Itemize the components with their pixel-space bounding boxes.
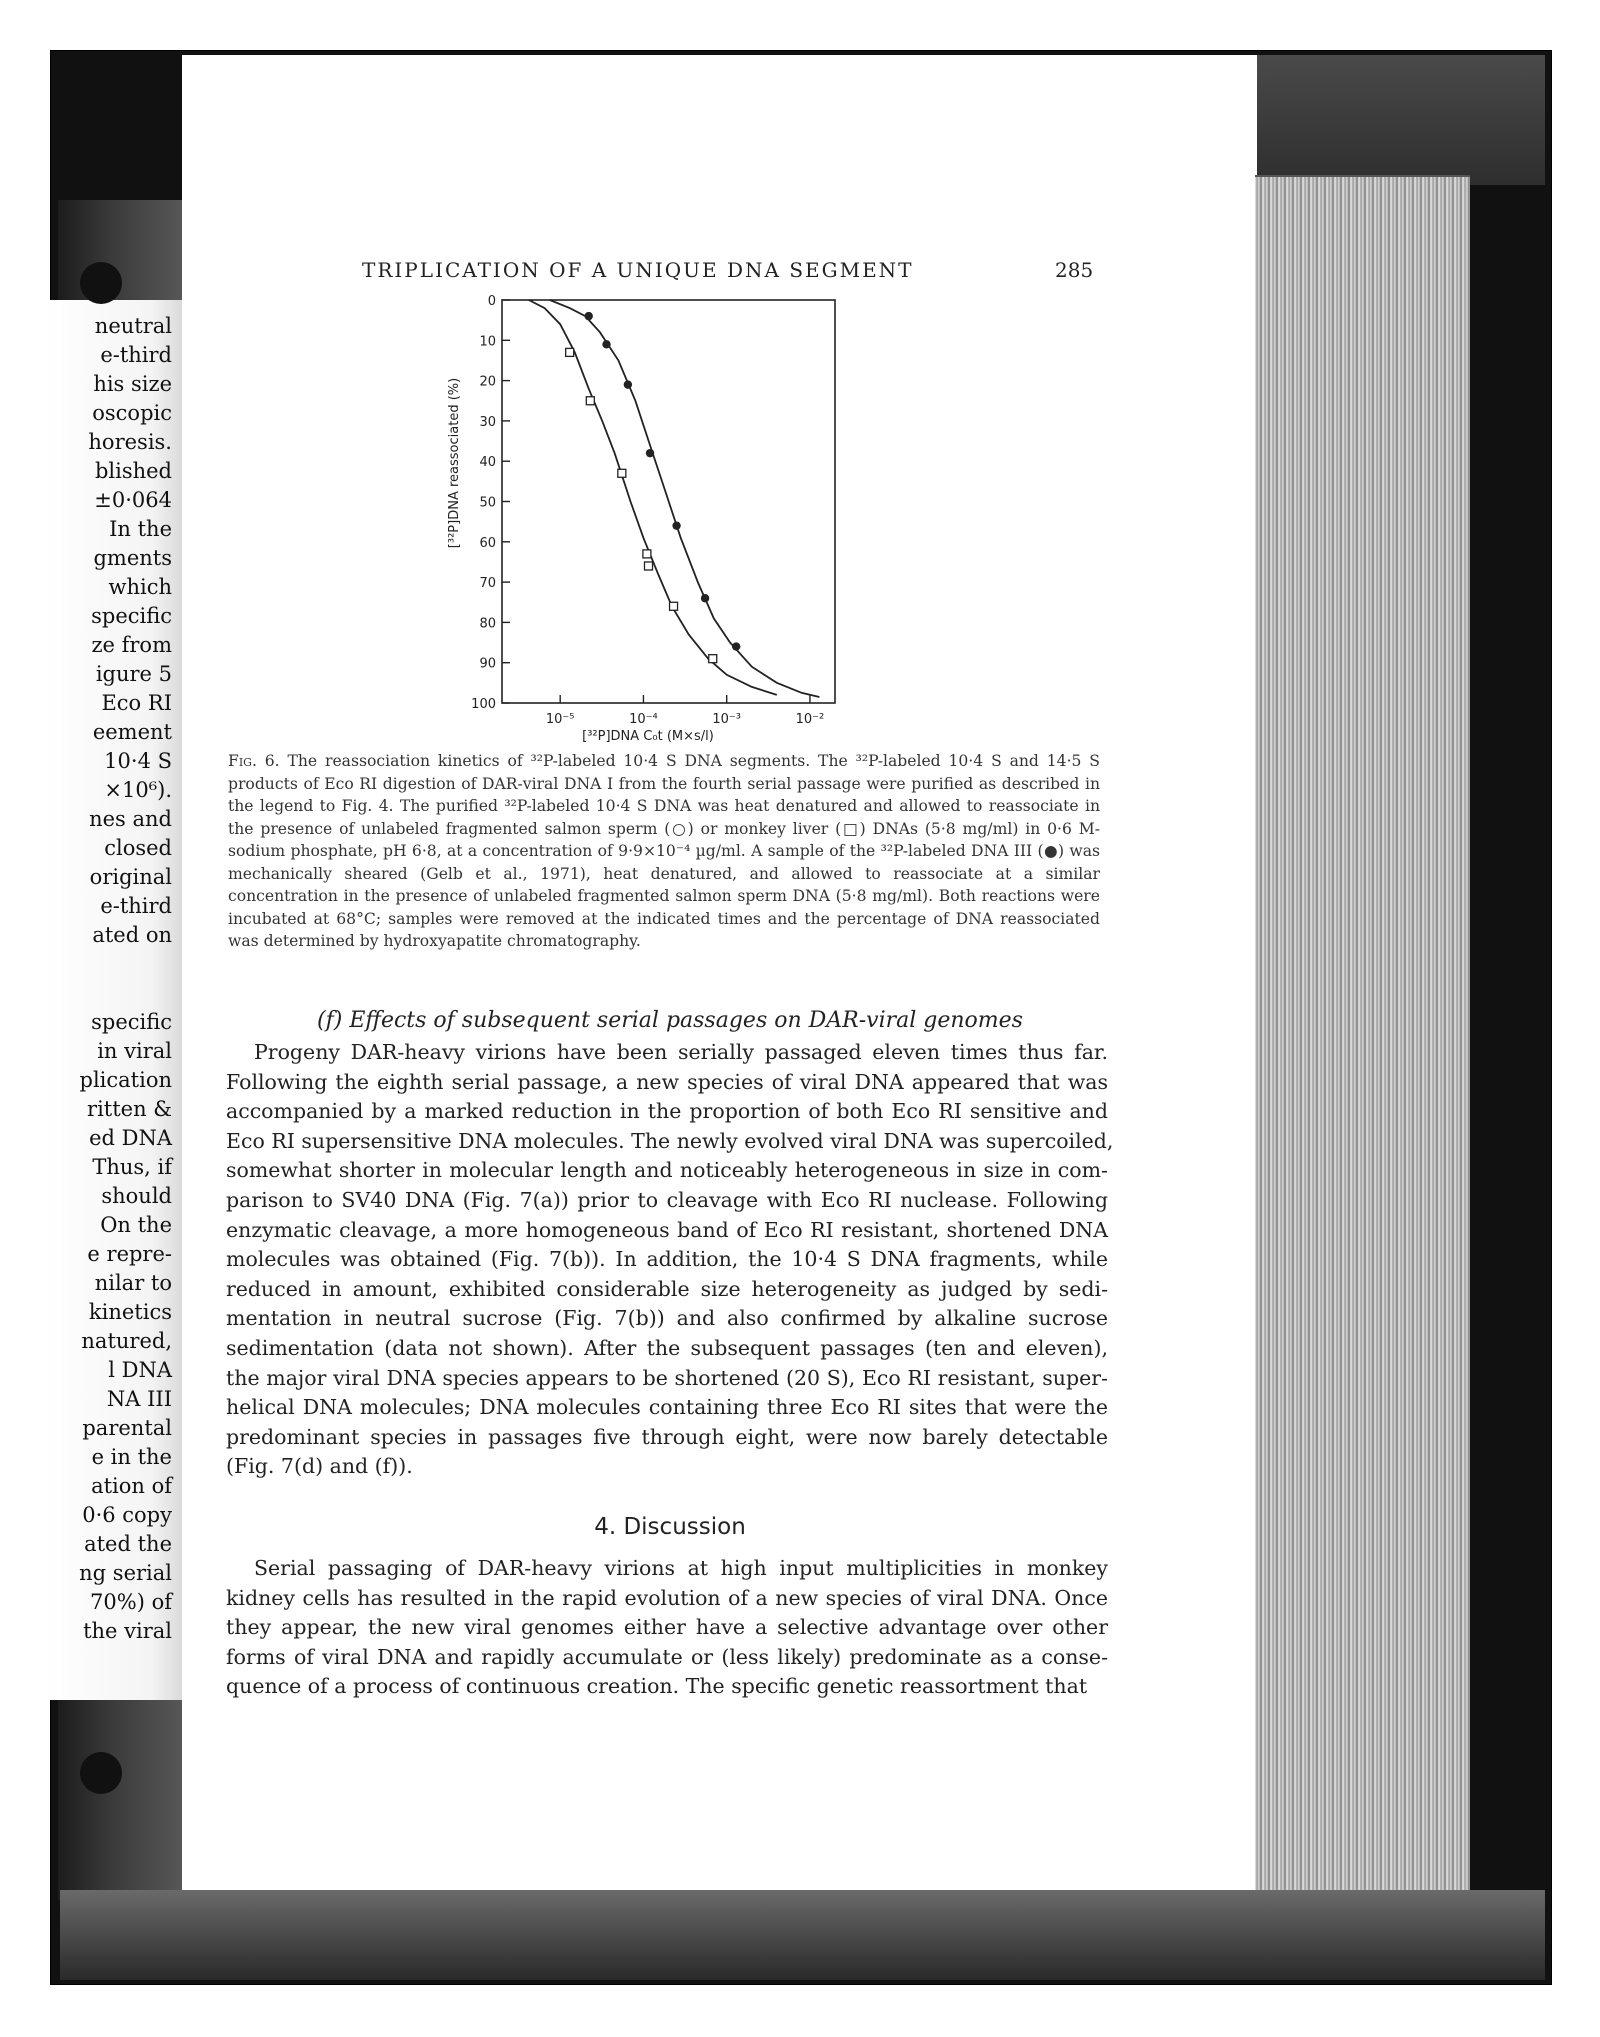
section-f-line: reduced in amount, exhibited considerable size heterogeneity as judged by sedi- — [226, 1276, 1108, 1301]
previous-page-fragment: oscopic — [92, 401, 172, 425]
previous-page-fragment: e-third — [100, 894, 172, 918]
previous-page-strip — [46, 300, 196, 1700]
previous-page-fragment: In the — [109, 517, 172, 541]
section-f-line: (Fig. 7(d) and (f)). — [226, 1454, 413, 1479]
y-tick-label: 70 — [479, 576, 496, 592]
series-2-point — [672, 521, 680, 529]
y-tick-label: 30 — [479, 414, 496, 430]
previous-page-fragment: ed DNA — [89, 1126, 172, 1150]
previous-page-fragment: ritten & — [87, 1097, 172, 1121]
section-f-line: predominant species in passages five through eight, were now barely detectable — [226, 1424, 1108, 1449]
y-tick-label: 20 — [479, 374, 496, 390]
previous-page-fragment: ±0·064 — [94, 488, 172, 512]
punch-hole-top — [80, 262, 122, 304]
section-f-line: Eco RI supersensitive DNA molecules. The newly evolved viral DNA was supercoiled, — [226, 1128, 1114, 1153]
section-f-line: sedimentation (data not shown). After the subsequent passages (ten and eleven), — [226, 1336, 1108, 1360]
page-edges — [1255, 175, 1470, 1897]
previous-page-fragment: igure 5 — [95, 662, 172, 686]
page-number: 285 — [1055, 258, 1094, 282]
discussion-line: Serial passaging of DAR-heavy virions at high input multiplicities in monkey — [254, 1556, 1108, 1580]
series-1-point — [566, 348, 574, 356]
previous-page-fragment: specific — [91, 1010, 172, 1034]
running-head: TRIPLICATION OF A UNIQUE DNA SEGMENT — [362, 258, 914, 282]
section-f-line: somewhat shorter in molecular length and noticeably heterogeneous in size in com- — [226, 1158, 1108, 1183]
previous-page-fragment: e repre- — [87, 1242, 172, 1266]
previous-page-fragment: parental — [82, 1416, 172, 1440]
previous-page-fragment: nes and — [89, 807, 172, 831]
previous-page-fragment: ze from — [91, 633, 172, 657]
series-2-line — [550, 300, 820, 697]
y-tick-label: 10 — [479, 334, 496, 350]
x-tick-label: 10⁻³ — [712, 712, 742, 727]
figure-caption — [228, 750, 1100, 953]
previous-page-fragment: NA III — [106, 1387, 172, 1411]
y-axis-label: [³²P]DNA reassociated (%) — [447, 377, 462, 549]
discussion-heading: 4. Discussion — [594, 1514, 746, 1540]
series-2-point — [624, 380, 632, 388]
punch-hole-bottom — [80, 1752, 122, 1794]
previous-page-fragment: 0·6 copy — [82, 1503, 172, 1527]
x-tick-label: 10⁻⁵ — [545, 712, 575, 727]
y-tick-label: 60 — [479, 535, 496, 551]
y-tick-label: 0 — [487, 294, 496, 309]
y-tick-label: 50 — [479, 495, 496, 511]
x-tick-label: 10⁻² — [795, 712, 825, 727]
section-f-line: accompanied by a marked reduction in the proportion of both Eco RI sensitive and — [226, 1099, 1108, 1124]
previous-page-fragment: Thus, if — [92, 1155, 172, 1179]
y-tick-label: 80 — [479, 616, 496, 632]
series-1-point — [643, 550, 651, 558]
previous-page-fragment: horesis. — [88, 430, 172, 454]
section-f-line: Progeny DAR-heavy virions have been serially passaged eleven times thus far. — [254, 1040, 1108, 1064]
section-f-line: parison to SV40 DNA (Fig. 7(a)) prior to cleavage with Eco RI nuclease. Following — [226, 1188, 1108, 1212]
previous-page-fragment: e in the — [91, 1445, 172, 1469]
series-2-point — [732, 642, 740, 650]
previous-page-fragment: which — [108, 575, 172, 599]
previous-page-fragment: ×10⁶). — [104, 778, 172, 802]
series-2-point — [701, 594, 709, 602]
series-1-line — [529, 300, 777, 695]
previous-page-fragment: ation of — [91, 1474, 172, 1498]
previous-page-fragment: plication — [79, 1068, 172, 1092]
previous-page-fragment: eement — [92, 720, 172, 744]
figure-6-chart — [430, 288, 860, 748]
caption-text: The reassociation kinetics of ³²P-labeled 10·4 S DNA segments. The ³²P-labeled 10·4 S and 14·5 S products of Eco RI digestion of DAR-viral DNA I from the fourth serial passage were purified as described in the legend to Fig. 4. The purified ³²P-labeled 10·4 S DNA was heat denatured and allowed to reassociate in the presence of unlabeled fragmented salmon sperm (○) or monkey liver (□) DNAs (5·8 mg/ml) in 0·6 M-sodium phosphate, pH 6·8, at a concentration of 9·9×10⁻⁴ µg/ml. A sample of the ³²P-labeled DNA III (●) was mechanically sheared (Gelb et al., 1971), heat denatured, and allowed to reassociate at a similar concentration in the presence of unlabeled fragmented salmon sperm DNA (5·8 mg/ml). Both reactions were incubated at 68°C; samples were removed at the indicated times and the percentage of DNA reassociated was determined by hydroxyapatite chromatography. — [228, 752, 1100, 950]
previous-page-fragment: nilar to — [94, 1271, 172, 1295]
y-tick-label: 100 — [471, 697, 496, 712]
previous-page-fragment: specific — [91, 604, 172, 628]
book-shadow-bottom — [60, 1890, 1545, 1980]
y-tick-label: 90 — [479, 656, 496, 672]
previous-page-fragment: kinetics — [88, 1300, 172, 1324]
section-f-line: molecules was obtained (Fig. 7(b)). In addition, the 10·4 S DNA fragments, while — [226, 1247, 1108, 1272]
previous-page-fragment: neutral — [94, 314, 172, 338]
previous-page-fragment: l DNA — [108, 1358, 172, 1382]
previous-page-fragment: On the — [100, 1213, 172, 1237]
y-tick-label: 40 — [479, 455, 496, 471]
previous-page-fragment: natured, — [81, 1329, 172, 1353]
discussion-line: kidney cells has resulted in the rapid evolution of a new species of viral DNA. Once — [226, 1585, 1108, 1610]
discussion-line: quence of a process of continuous creation. The specific genetic reassortment that — [226, 1674, 1088, 1699]
previous-page-fragment: original — [89, 865, 172, 889]
x-tick-label: 10⁻⁴ — [629, 712, 658, 727]
previous-page-fragment: his size — [93, 372, 172, 396]
series-1-point — [644, 562, 652, 570]
section-heading-f: (f) Effects of subsequent serial passages on DAR-viral genomes — [317, 1008, 1023, 1033]
previous-page-fragment: ng serial — [79, 1561, 172, 1585]
previous-page-fragment: closed — [104, 836, 172, 860]
previous-page-fragment: e-third — [100, 343, 172, 367]
series-2-point — [584, 312, 592, 320]
section-f-line: the major viral DNA species appears to be shortened (20 S), Eco RI resistant, super- — [226, 1365, 1108, 1390]
series-2-point — [602, 340, 610, 348]
section-f-line: helical DNA molecules; DNA molecules containing three Eco RI sites that were the — [226, 1395, 1108, 1420]
previous-page-fragment: ated the — [84, 1532, 172, 1556]
previous-page-fragment: in viral — [97, 1039, 172, 1063]
previous-page-fragment: the viral — [83, 1619, 172, 1643]
series-1-point — [709, 655, 717, 663]
section-f-line: Following the eighth serial passage, a new species of viral DNA appeared that was — [226, 1069, 1108, 1094]
x-axis-label: [³²P]DNA C₀t (M×s/l) — [582, 729, 714, 744]
series-2-point — [646, 449, 654, 457]
section-f-line: enzymatic cleavage, a more homogeneous band of Eco RI resistant, shortened DNA — [226, 1217, 1108, 1242]
previous-page-fragment: Eco RI — [101, 691, 172, 715]
discussion-line: forms of viral DNA and rapidly accumulate or (less likely) predominate as a conse- — [226, 1644, 1108, 1669]
discussion-line: they appear, the new viral genomes either have a selective advantage over other — [226, 1615, 1108, 1640]
previous-page-fragment: gments — [93, 546, 172, 570]
section-f-line: mentation in neutral sucrose (Fig. 7(b)) and also confirmed by alkaline sucrose — [226, 1306, 1108, 1331]
previous-page-fragment: 70%) of — [90, 1590, 172, 1614]
plot-area — [471, 294, 835, 727]
previous-page-fragment: 10·4 S — [104, 749, 172, 773]
series-1-point — [618, 469, 626, 477]
previous-page-fragment: should — [101, 1184, 172, 1208]
caption-label: Fig. 6. — [228, 752, 280, 770]
series-1-point — [586, 397, 594, 405]
previous-page-fragment: ated on — [92, 923, 172, 947]
previous-page-fragment: blished — [94, 459, 172, 483]
series-1-point — [670, 602, 678, 610]
